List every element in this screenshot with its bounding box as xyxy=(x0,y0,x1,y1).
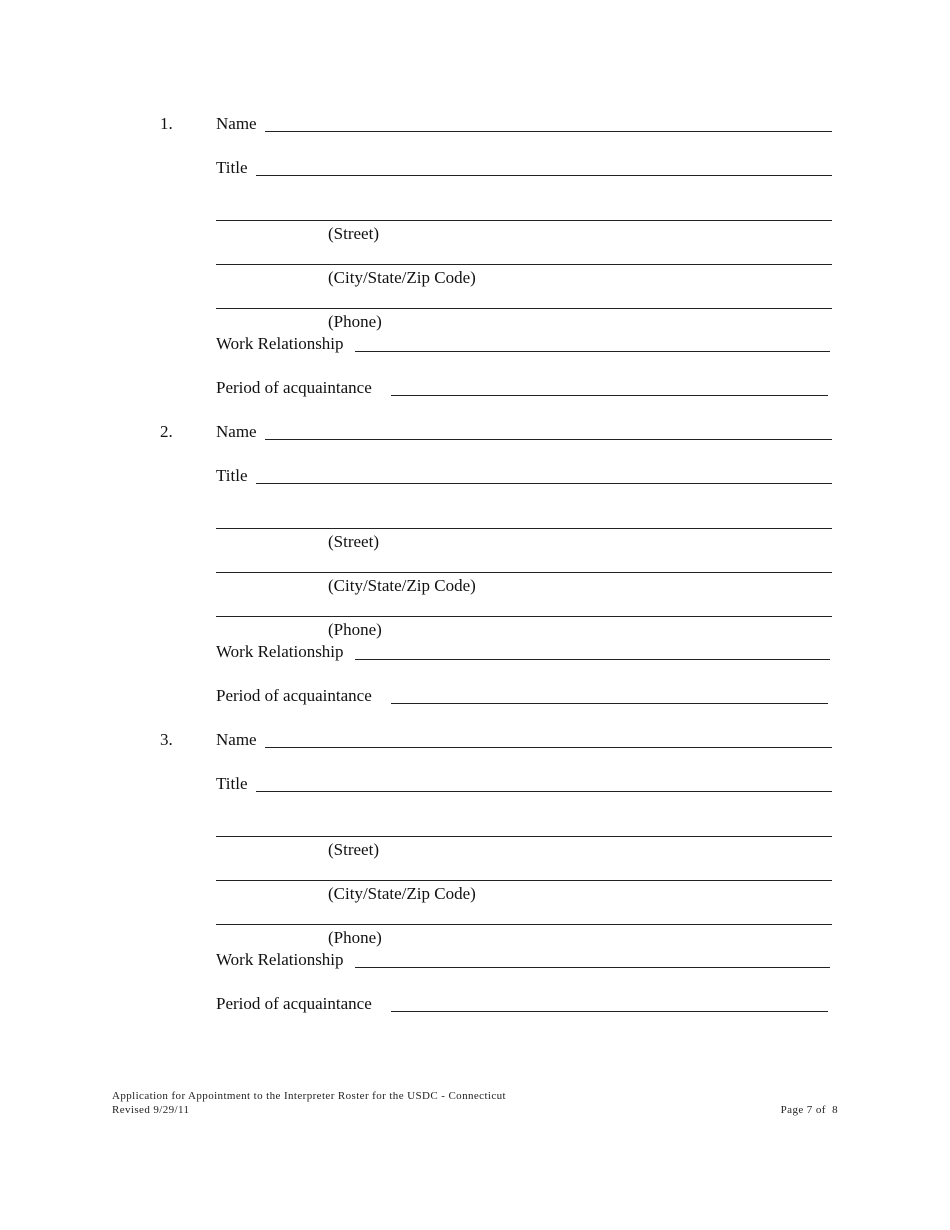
footer-document-title: Application for Appointment to the Interpreter Roster for the USDC - Connecticut xyxy=(112,1090,507,1102)
footer-revised-date: Revised 9/29/11 xyxy=(112,1104,190,1116)
footer-page-number: Page 7 of 8 xyxy=(780,1104,838,1116)
street-label: (Street) xyxy=(328,840,379,859)
work-relationship-label: Work Relationship xyxy=(216,334,344,353)
work-relationship-label: Work Relationship xyxy=(216,642,344,661)
title-field[interactable] xyxy=(256,791,832,792)
entry-number: 1. xyxy=(160,114,173,133)
title-field[interactable] xyxy=(256,483,832,484)
title-label: Title xyxy=(216,774,248,793)
title-label: Title xyxy=(216,158,248,177)
period-field[interactable] xyxy=(391,703,828,704)
work-relationship-field[interactable] xyxy=(355,659,830,660)
city-field[interactable] xyxy=(216,264,832,265)
phone-field[interactable] xyxy=(216,308,832,309)
name-field[interactable] xyxy=(265,439,832,440)
title-label: Title xyxy=(216,466,248,485)
name-field[interactable] xyxy=(265,747,832,748)
city-field[interactable] xyxy=(216,880,832,881)
city-label: (City/State/Zip Code) xyxy=(328,268,476,287)
street-field[interactable] xyxy=(216,836,832,837)
work-relationship-field[interactable] xyxy=(355,351,830,352)
phone-field[interactable] xyxy=(216,924,832,925)
phone-label: (Phone) xyxy=(328,312,382,331)
phone-label: (Phone) xyxy=(328,928,382,947)
street-label: (Street) xyxy=(328,224,379,243)
work-relationship-label: Work Relationship xyxy=(216,950,344,969)
name-label: Name xyxy=(216,114,257,133)
name-label: Name xyxy=(216,730,257,749)
work-relationship-field[interactable] xyxy=(355,967,830,968)
name-label: Name xyxy=(216,422,257,441)
name-field[interactable] xyxy=(265,131,832,132)
period-label: Period of acquaintance xyxy=(216,378,372,397)
city-field[interactable] xyxy=(216,572,832,573)
entry-number: 2. xyxy=(160,422,173,441)
period-field[interactable] xyxy=(391,1011,828,1012)
street-field[interactable] xyxy=(216,220,832,221)
street-label: (Street) xyxy=(328,532,379,551)
title-field[interactable] xyxy=(256,175,832,176)
city-label: (City/State/Zip Code) xyxy=(328,884,476,903)
period-label: Period of acquaintance xyxy=(216,994,372,1013)
phone-field[interactable] xyxy=(216,616,832,617)
period-field[interactable] xyxy=(391,395,828,396)
phone-label: (Phone) xyxy=(328,620,382,639)
street-field[interactable] xyxy=(216,528,832,529)
city-label: (City/State/Zip Code) xyxy=(328,576,476,595)
period-label: Period of acquaintance xyxy=(216,686,372,705)
entry-number: 3. xyxy=(160,730,173,749)
